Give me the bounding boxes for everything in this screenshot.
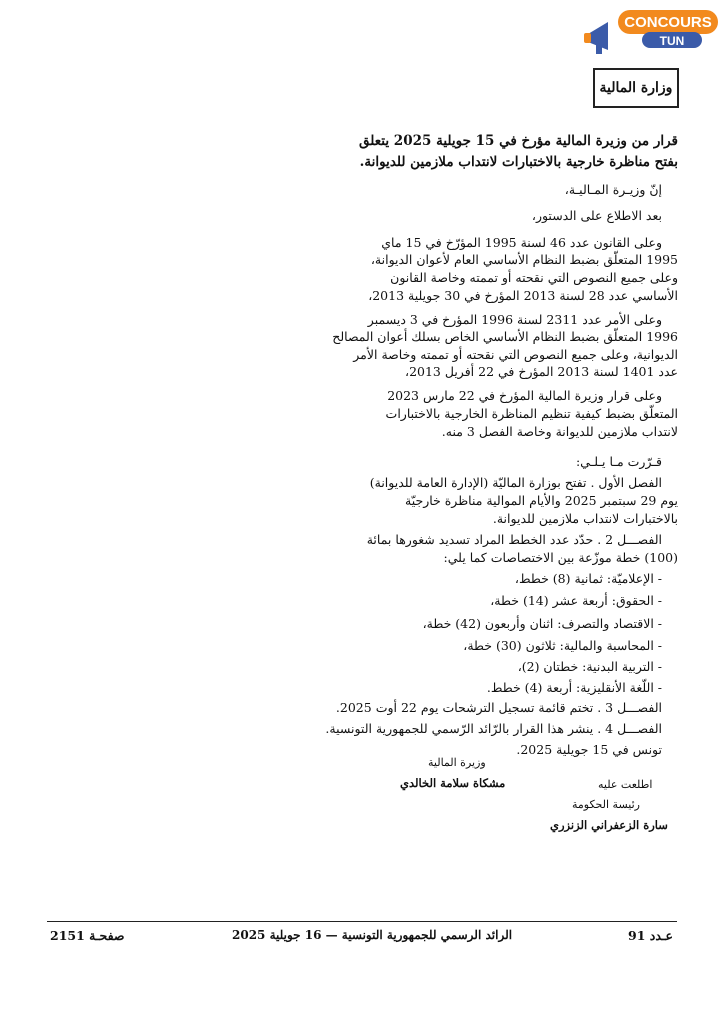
body-line: الفصـــل 2 . حدّد عدد الخطط المراد تسديد شغورها بمائة	[366, 532, 662, 547]
body-line: لانتداب ملازمين للديوانة وخاصة الفصل 3 منه.	[441, 424, 678, 439]
gazette-title: الرائد الرسمي للجمهورية التونسية — 16 جويلية 2025	[232, 928, 513, 942]
body-line: بالاختبارات لانتداب ملازمين للديوانة.	[492, 511, 678, 526]
minister-title: وزيرة المالية	[428, 756, 486, 769]
body-line: بعد الاطلاع على الدستور،	[531, 208, 662, 223]
minister-name: مشكاة سلامة الخالدي	[400, 776, 506, 790]
body-line: الأساسي عدد 28 لسنة 2013 المؤرخ في 30 جويلية 2013،	[368, 288, 678, 303]
footer-divider	[47, 921, 677, 922]
body-line: الديوانية، وعلى جميع النصوص التي نقحته أو تممته وخاصة الأمر	[353, 347, 678, 362]
list-item: - الحقوق: أربعة عشر (14) خطة،	[490, 593, 662, 608]
body-line: الفصل الأول . تفتح بوزارة الماليّة (الإدارة العامة للديوانة)	[369, 475, 662, 490]
list-item: - المحاسبة والمالية: ثلاثون (30) خطة،	[463, 638, 662, 653]
body-line: تونس في 15 جويلية 2025.	[516, 742, 662, 757]
list-item: - الإعلاميّة: ثمانية (8) خطط،	[514, 571, 662, 586]
body-line: عدد 1401 لسنة 2013 المؤرخ في 22 أفريل 2013،	[405, 364, 678, 379]
body-line: (100) خطة موزّعة بين الاختصاصات كما يلي:	[443, 550, 678, 565]
body-line: الفصـــل 3 . تختم قائمة تسجيل الترشحات يوم 22 أوت 2025.	[335, 700, 662, 715]
title-line: قرار من وزيرة المالية مؤرخ في 15 جويلية 2025 يتعلق	[359, 133, 678, 149]
page-number: صفحـة 2151	[50, 928, 125, 943]
pm-name: سارة الزعفراني الزنزري	[550, 818, 668, 832]
pm-title: رئيسة الحكومة	[572, 798, 640, 811]
seen-by: اطلعت عليه	[598, 778, 653, 791]
body-line: 1995 المتعلّق بضبط النظام الأساسي العام لأعوان الديوانة،	[370, 252, 678, 267]
body-line: وعلى الأمر عدد 2311 لسنة 1996 المؤرخ في 3 ديسمبر	[367, 312, 662, 327]
issue-number: عـدد 91	[628, 928, 674, 943]
body-line: 1996 المتعلّق بضبط النظام الأساسي الخاص بسلك أعوان المصالح	[332, 329, 678, 344]
body-line: يوم 29 سبتمبر 2025 والأيام الموالية مناظرة خارجيّة	[405, 493, 678, 508]
list-item: - اللّغة الأنقليزية: أربعة (4) خطط.	[486, 680, 662, 695]
ministry-label: وزارة المالية	[599, 80, 673, 96]
body-line: الفصـــل 4 . ينشر هذا القرار بالرّائد الرّسمي للجمهورية التونسية.	[325, 721, 662, 736]
body-line: قـرّرت مـا يـلـي:	[575, 454, 662, 469]
body-line: المتعلّق بضبط كيفية تنظيم المناظرة الخارجية بالاختبارات	[385, 406, 678, 421]
title-line: بفتح مناظرة خارجية بالاختبارات لانتداب ملازمين للديوانة.	[359, 154, 678, 170]
list-item: - الاقتصاد والتصرف: اثنان وأربعون (42) خطة،	[422, 616, 662, 631]
logo-text-top: CONCOURS	[624, 14, 712, 31]
body-line: إنّ وزيـرة المـاليـة،	[564, 182, 662, 197]
list-item: - التربية البدنية: خطتان (2)،	[517, 659, 662, 674]
body-line: وعلى جميع النصوص التي نقحته أو تممته وخاصة القانون	[390, 270, 678, 285]
body-line: وعلى قرار وزيرة المالية المؤرخ في 22 مارس 2023	[387, 388, 662, 403]
body-line: وعلى القانون عدد 46 لسنة 1995 المؤرّخ في 15 ماي	[381, 235, 662, 250]
logo-text-bottom: TUN	[659, 34, 685, 48]
